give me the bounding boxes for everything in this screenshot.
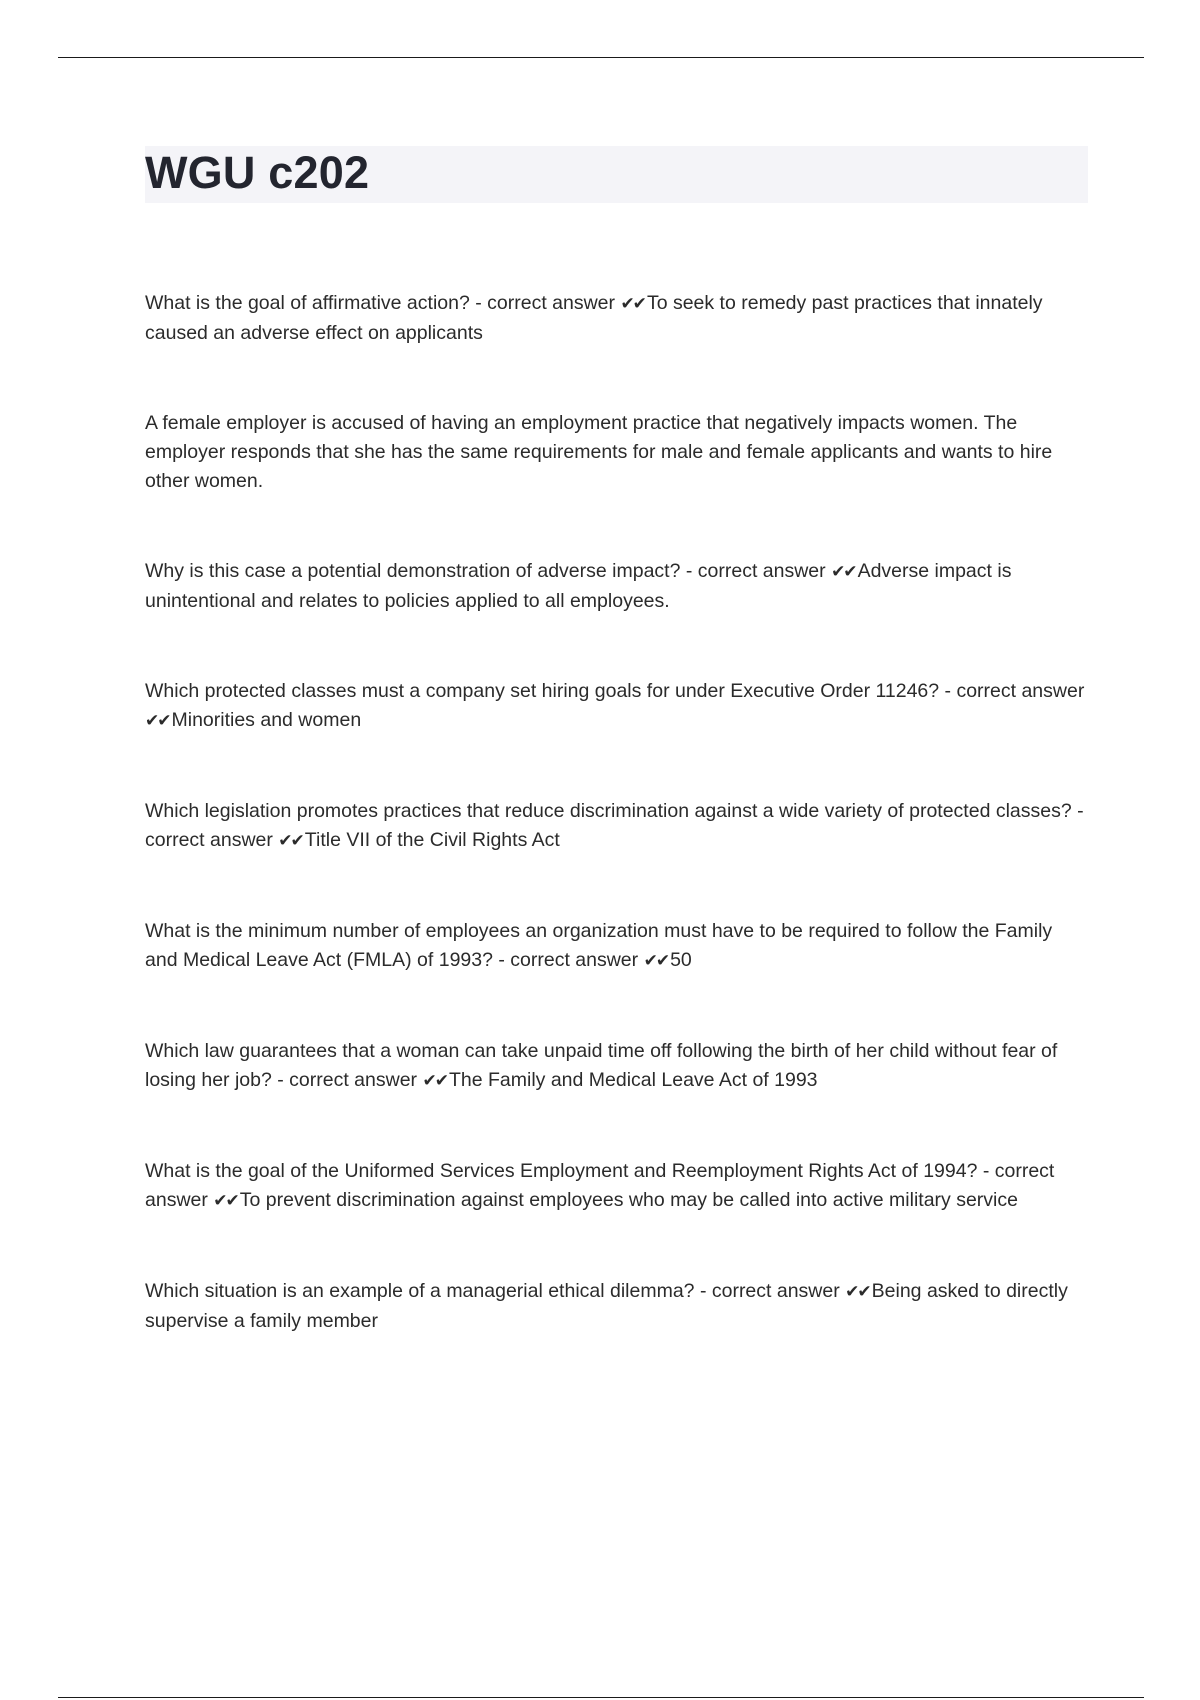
answer-text: To prevent discrimination against employees who may be called into active military service (239, 1189, 1018, 1211)
question-text: Which protected classes must a company set hiring goals for under Executive Order 11246? - correct answer (145, 680, 1085, 702)
qa-item (145, 1037, 1085, 1096)
question-text: Which law guarantees that a woman can take unpaid time off following the birth of her child without fear of losing her job? - correct answer (145, 1040, 1058, 1091)
answer-text: To seek to remedy past practices that innately caused an adverse effect on applicants (145, 292, 1043, 344)
answer-text: 50 (670, 949, 692, 971)
qa-item (145, 677, 1085, 736)
top-rule (58, 57, 1144, 58)
question-text: Which situation is an example of a managerial ethical dilemma? - correct answer (145, 1280, 840, 1302)
qa-item (145, 917, 1085, 976)
answer-text: Title VII of the Civil Rights Act (304, 829, 560, 851)
bottom-rule (58, 1697, 1144, 1698)
answer-text: The Family and Medical Leave Act of 1993 (448, 1069, 818, 1091)
check-icon: ✔✔ (213, 1191, 238, 1211)
question-text: What is the goal of the Uniformed Services Employment and Reemployment Rights Act of 1994? - correct answer (145, 1160, 1055, 1211)
check-icon: ✔✔ (643, 951, 669, 971)
check-icon: ✔✔ (845, 1282, 870, 1302)
qa-list (145, 289, 1085, 1397)
question-text: Which legislation promotes practices that reduce discrimination against a wide variety of protected classes? - correct answer (145, 800, 1084, 851)
question-text: Why is this case a potential demonstration of adverse impact? - correct answer (145, 560, 826, 582)
document-title: WGU c202 (145, 147, 370, 198)
answer-text: Minorities and women (171, 709, 362, 731)
check-icon: ✔✔ (620, 294, 645, 314)
check-icon: ✔✔ (422, 1071, 447, 1091)
scenario-text: A female employer is accused of having an employment practice that negatively impacts women. The employer responds that she has the same requirements for male and female applicants and wants to hire other women. (145, 412, 1053, 492)
question-text: What is the goal of affirmative action? - correct answer (145, 292, 616, 314)
qa-item (145, 409, 1085, 496)
qa-item (145, 797, 1085, 856)
check-icon: ✔✔ (831, 562, 856, 582)
question-text: What is the minimum number of employees an organization must have to be required to follow the Family and Medical Leave Act (FMLA) of 1993? - correct answer (145, 920, 1053, 971)
answer-text: Being asked to directly supervise a family member (145, 1280, 1068, 1332)
qa-item (145, 1277, 1085, 1336)
qa-item (145, 289, 1085, 348)
qa-item (145, 1157, 1085, 1216)
check-icon: ✔✔ (145, 711, 170, 731)
qa-item (145, 557, 1085, 616)
check-icon: ✔✔ (278, 831, 303, 851)
answer-text: Adverse impact is unintentional and relates to policies applied to all employees. (145, 560, 1012, 612)
